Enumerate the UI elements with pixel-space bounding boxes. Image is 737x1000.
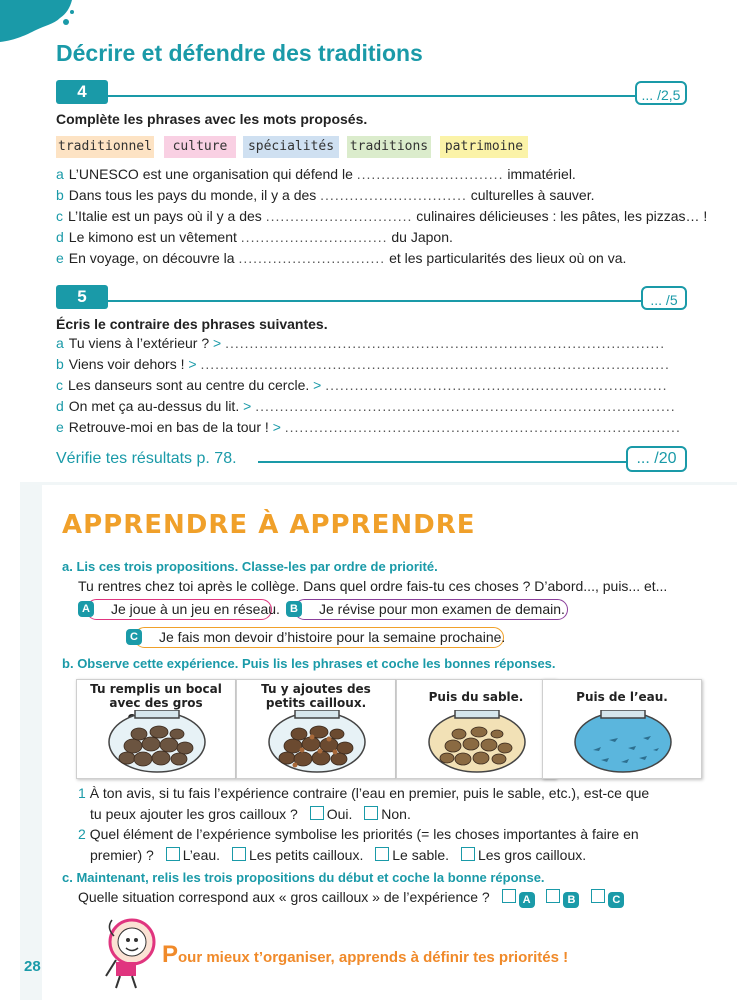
exercise-divider: [108, 95, 636, 97]
badge-b: B: [286, 601, 302, 617]
jar-water-illustration: [573, 710, 673, 774]
proposition-a: A Je joue à un jeu en réseau.: [86, 599, 272, 620]
answer-blank[interactable]: ..............................: [356, 166, 504, 182]
motto-text: Pour mieux t’organiser, apprends à définir tes priorités !: [162, 941, 569, 968]
answer-blank[interactable]: ..............................: [238, 250, 386, 266]
exercise-score: ... /5: [641, 286, 687, 310]
exercise-sentence: d On met ça au-dessus du lit. > ......................................................................................: [56, 398, 676, 414]
exercise-sentence: d Le kimono est un vêtement .............................. du Japon.: [56, 229, 453, 245]
answer-blank[interactable]: ..............................: [240, 229, 388, 245]
part-a-text: Tu rentres chez toi après le collège. Dans quel ordre fais-tu ces choses ? D’abord..., puis... et...: [78, 578, 668, 594]
word-chip: patrimoine: [440, 136, 528, 158]
exercise-divider: [108, 300, 642, 302]
answer-line[interactable]: ......................................................................................: [255, 398, 676, 414]
exercise-sentence: b Dans tous les pays du monde, il y a des .............................. culturelles à sauver.: [56, 187, 595, 203]
question-1-line-1: 1 À ton avis, si tu fais l’expérience contraire (l’eau en premier, puis le sable, etc.), est-ce que: [78, 785, 650, 801]
checkbox[interactable]: [364, 806, 378, 820]
question-1-line-2: tu peux ajouter les gros cailloux ? Oui. Non.: [90, 806, 411, 822]
checkbox[interactable]: [166, 847, 180, 861]
section-title: Décrire et défendre des traditions: [56, 40, 423, 66]
word-chip: traditions: [347, 136, 431, 158]
mascot-magnifier-icon: [92, 910, 162, 990]
experiment-panel-4: Puis de l’eau.: [542, 679, 702, 779]
answer-blank[interactable]: ..............................: [265, 208, 413, 224]
exercise-sentence: e En voyage, on découvre la .............................. et les particularités des lieux où on va.: [56, 250, 627, 266]
exercise-number: 5: [56, 285, 108, 309]
exercise-sentence: b Viens voir dehors ! > ................................................................................................: [56, 356, 670, 372]
experiment-panel-3: Puis du sable.: [396, 679, 556, 779]
exercise-sentence: e Retrouve-moi en bas de la tour ! > .................................................................................: [56, 419, 681, 435]
word-chip: culture: [164, 136, 236, 158]
verify-divider: [258, 461, 628, 463]
part-b-title: b. Observe cette expérience. Puis lis les phrases et coche les bonnes réponses.: [62, 656, 556, 671]
jar-sand-illustration: [427, 710, 527, 774]
exercise-sentence: a L’UNESCO est une organisation qui défend le .............................. immatériel.: [56, 166, 576, 182]
experiment-panel-2: Tu y ajoutes des petits cailloux.: [236, 679, 396, 779]
checkbox[interactable]: [310, 806, 324, 820]
checkbox[interactable]: [591, 889, 605, 903]
word-chip: spécialités: [243, 136, 339, 158]
jar-small-stones-illustration: [267, 710, 367, 774]
exercise-number: 4: [56, 80, 108, 104]
exercise-sentence: c L’Italie est un pays où il y a des .............................. culinaires délicieuses : les pâtes, les pizzas… !: [56, 208, 708, 224]
part-c-question: Quelle situation correspond aux « gros cailloux » de l’expérience ? A B C: [78, 889, 624, 907]
word-chip: traditionnel: [56, 136, 154, 158]
checkbox[interactable]: [375, 847, 389, 861]
part-c-title: c. Maintenant, relis les trois propositions du début et coche la bonne réponse.: [62, 870, 545, 885]
badge-c: C: [126, 629, 142, 645]
checkbox[interactable]: [232, 847, 246, 861]
answer-blank[interactable]: ..............................: [320, 187, 467, 203]
proposition-c: C Je fais mon devoir d’histoire pour la semaine prochaine.: [134, 627, 504, 648]
answer-line[interactable]: .................................................................................: [284, 419, 681, 435]
jar-big-stones-illustration: [107, 710, 207, 774]
answer-line[interactable]: ......................................................................: [325, 377, 668, 393]
page-number: 28: [24, 958, 41, 975]
proposition-b: B Je révise pour mon examen de demain.: [294, 599, 568, 620]
question-2-line-1: 2 Quel élément de l’expérience symbolise les priorités (= les choses importantes à faire en: [78, 826, 639, 842]
verify-results-text: Vérifie tes résultats p. 78.: [56, 450, 237, 467]
learning-box-title: APPRENDRE À APPRENDRE: [62, 510, 476, 540]
answer-line[interactable]: ................................................................................................: [200, 356, 670, 372]
exercise-instruction: Complète les phrases avec les mots proposés.: [56, 111, 368, 127]
exercise-instruction: Écris le contraire des phrases suivantes.: [56, 316, 328, 332]
corner-decoration: [0, 0, 80, 45]
badge-a: A: [78, 601, 94, 617]
part-a-title: a. Lis ces trois propositions. Classe-les par ordre de priorité.: [62, 559, 438, 574]
exercise-sentence: a Tu viens à l’extérieur ? > ..........................................................................................: [56, 335, 666, 351]
question-2-line-2: premier) ? L’eau. Les petits cailloux. Le sable. Les gros cailloux.: [90, 847, 587, 863]
checkbox[interactable]: [461, 847, 475, 861]
exercise-score: ... /2,5: [635, 81, 687, 105]
checkbox[interactable]: [546, 889, 560, 903]
checkbox[interactable]: [502, 889, 516, 903]
total-score: ... /20: [626, 446, 687, 472]
exercise-sentence: c Les danseurs sont au centre du cercle. > ......................................................................: [56, 377, 668, 393]
answer-line[interactable]: ..........................................................................................: [225, 335, 666, 351]
experiment-panel-1: Tu remplis un bocal avec des gros: [76, 679, 236, 779]
